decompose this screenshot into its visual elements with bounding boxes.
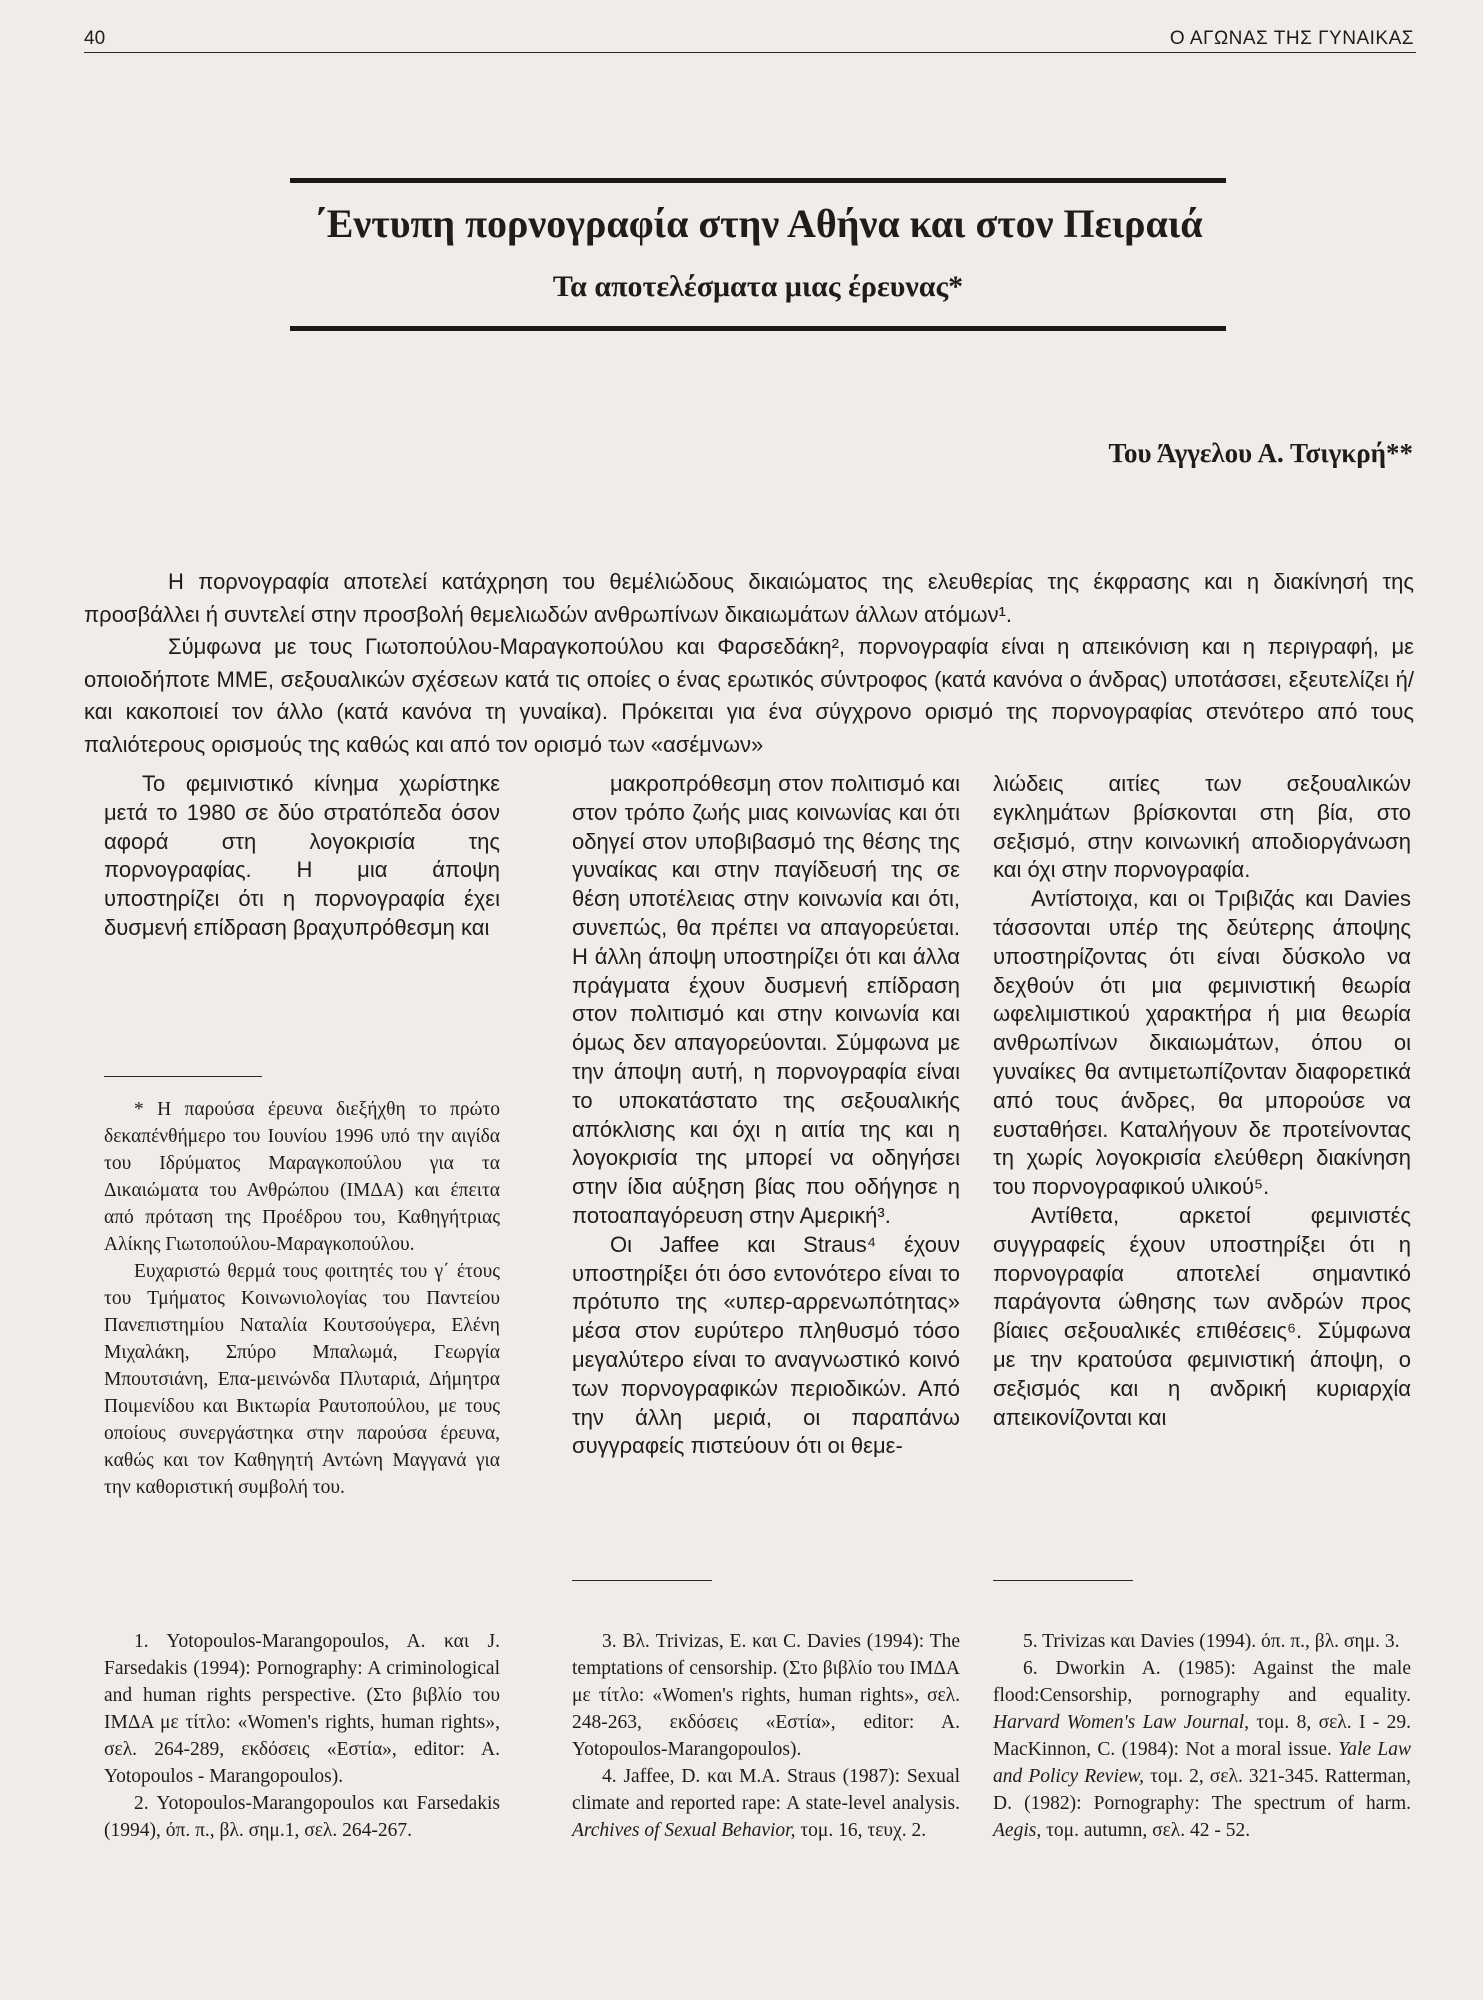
body-column-1: [104, 770, 500, 943]
body-paragraph: μακροπρόθεσμη στον πολιτισμό και στον τρόπο ζωής μιας κοινωνίας και ότι οδηγεί στον υποβιβασμό της θέσης της γυναίκας και στην παγίδευσή της σε θέση υποτέλειας στην κοινωνία και ότι, συνεπώς, θα πρέπει να απαγορεύεται. Η άλλη άποψη υποστηρίζει ότι και άλλα πράγματα έχουν δυσμενή επίδραση στον πολιτισμό και στην κοινωνία και όμως δεν απαγορεύονται. Σύμφωνα με την άποψη αυτή, η πορνογραφία είναι το υποκατάστατο της σεξουαλικής απόκλισης και όχι η αιτία της και η λογοκρισία της μπορεί να οδηγήσει στην ίδια αύξηση βίας που οδήγησε η ποτοαπαγόρευση στην Αμερική³.: [572, 771, 960, 1228]
footnote-rule: [572, 1580, 712, 1581]
page-number: 40: [84, 28, 106, 49]
abstract-paragraph: Σύμφωνα με τους Γιωτοπούλου-Μαραγκοπούλου και Φαρσεδάκη², πορνογραφία είναι η απεικόνιση και η περιγραφή, με οποιοδήποτε ΜΜΕ, σεξουαλικών σχέσεων κατά τις οποίες ο ένας ερωτικός σύντροφος (κατά κανόνα ο άνδρας) υποτάσσει, εξευτελίζει ή/και κακοποιεί τον άλλο (κατά κανόνα τη γυναίκα). Πρόκειται για ένα σύγχρονο ορισμό της πορνογραφίας στενότερο από τους παλιότερους ορισμούς της καθώς και από τον ορισμό των «ασέμνων»: [84, 634, 1414, 757]
journal-name: Yale Law and Policy Review,: [993, 1739, 1412, 1787]
footnote-4: [572, 1763, 960, 1844]
body-paragraph: Το φεμινιστικό κίνημα χωρίστηκε μετά το 1980 σε δύο στρατόπεδα όσον αφορά στη λογοκρισία της πορνογραφίας. Η μια άποψη υποστηρίζει ότι η πορνογραφία έχει δυσμενή επίδραση βραχυπρόθεσμη και: [104, 771, 500, 940]
body-paragraph: Αντίθετα, αρκετοί φεμινιστές συγγραφείς έχουν υποστηρίξει ότι η πορνογραφία αποτελεί σημαντικό παράγοντα ώθησης των ανδρών προς βίαιες σεξουαλικές επιθέσεις⁶. Σύμφωνα με την κρατούσα φεμινιστική άποψη, ο σεξισμός και η ανδρική κυριαρχία απεικονίζονται και: [993, 1202, 1411, 1430]
footnote-6-text: τομ. 8, σελ. I - 29. MacKinnon, C. (1984): Not a moral issue.: [993, 1712, 1412, 1760]
header-rule: [84, 52, 1416, 53]
footnote-6-text: τομ. 2, σελ. 321-345. Ratterman, D. (1982): Pornography: The spectrum of harm.: [993, 1766, 1411, 1814]
footnote-star: [104, 1096, 500, 1501]
title-rule-bottom: [290, 326, 1226, 331]
footnote-4-text: 4. Jaffee, D. και M.A. Straus (1987): Sexual climate and reported rape: A state-level analysis.: [572, 1766, 960, 1814]
footnote-5: 5. Trivizas και Davies (1994). όπ. π., βλ. σημ. 3.: [1023, 1631, 1400, 1652]
title-rule-top: [290, 178, 1226, 183]
body-column-2: [572, 770, 960, 1461]
footnote-rule: [104, 1076, 262, 1077]
footnote-6-tail: τομ. autumn, σελ. 42 - 52.: [1041, 1820, 1251, 1841]
footnote-2: 2. Yotopoulos-Marangopoulos και Farsedakis (1994), όπ. π., βλ. σημ.1, σελ. 264-267.: [104, 1793, 500, 1841]
footnotes-column-2: [572, 1628, 960, 1844]
footnotes-column-3: [993, 1628, 1411, 1844]
journal-name: Archives of Sexual Behavior,: [572, 1820, 796, 1841]
journal-title: Ο ΑΓΩΝΑΣ ΤΗΣ ΓΥΝΑΙΚΑΣ: [1169, 28, 1414, 49]
body-paragraph: Αντίστοιχα, και οι Τριβιζάς και Davies τάσσονται υπέρ της δεύτερης άποψης υποστηρίζοντας ότι είναι δύσκολο να δεχθούν ότι μια φεμινιστική θεωρία ωφελιμιστικού χαρακτήρα ή μια θεωρία ανθρωπίνων δικαιωμάτων, όπου οι γυναίκες θα αντιμετωπίζονταν διαφορετικά από τους άνδρες, θα μπορούσε να ευσταθήσει. Καταλήγουν δε προτείνοντας τη χωρίς λογοκρισία ελεύθερη διακίνηση του πορνογραφικού υλικού⁵.: [993, 886, 1411, 1200]
footnote-3: 3. Βλ. Trivizas, E. και C. Davies (1994): The temptations of censorship. (Στο βιβλίο του ΙΜΔΑ με τίτλο: «Women's rights, human rights», σελ. 248-263, εκδόσεις «Εστία», editor: A. Yotopoulos-Marangopoulos).: [572, 1631, 960, 1760]
body-paragraph: λιώδεις αιτίες των σεξουαλικών εγκλημάτων βρίσκονται στη βία, στο σεξισμό, στην κοινωνική αποδιοργάνωση και όχι στην πορνογραφία.: [993, 771, 1411, 883]
footnote-rule: [993, 1580, 1133, 1581]
footnote-6-text: 6. Dworkin A. (1985): Against the male flood:Censorship, pornography and equality.: [993, 1658, 1411, 1706]
footnote-paragraph: * Η παρούσα έρευνα διεξήχθη το πρώτο δεκαπένθήμερο του Ιουνίου 1996 υπό την αιγίδα του Ιδρύματος Μαραγκοπούλου για τα Δικαιώματα του Ανθρώπου (ΙΜΔΑ) και έπειτα από πρόταση της Προέδρου του, Καθηγήτριας Αλίκης Γιωτοπούλου-Μαραγκοπούλου.: [104, 1099, 500, 1255]
journal-name: Aegis,: [993, 1820, 1042, 1841]
abstract: [84, 566, 1414, 761]
journal-name: Harvard Women's Law Journal,: [993, 1712, 1250, 1733]
footnote-4-tail: τομ. 16, τευχ. 2.: [795, 1820, 927, 1841]
body-paragraph: Οι Jaffee και Straus⁴ έχουν υποστηρίξει ότι όσο εντονότερο είναι το πρότυπο της «υπερ-αρρενωπότητας» μέσα στον ευρύτερο πληθυσμό τόσο μεγαλύτερο είναι το αναγνωστικό κοινό των πορνογραφικών περιοδικών. Από την άλλη μεριά, οι παραπάνω συγγραφείς πιστεύουν ότι οι θεμε-: [572, 1231, 960, 1459]
footnotes-column-1: [104, 1628, 500, 1844]
author-byline: Του Άγγελου Α. Τσιγκρή**: [1108, 438, 1413, 468]
footnote-6: [993, 1655, 1411, 1844]
article-subtitle: Τα αποτελέσματα μιας έρευνας*: [552, 270, 964, 303]
article-title: ΄Εντυπη πορνογραφία στην Αθήνα και στον Πειραιά: [313, 201, 1203, 246]
abstract-paragraph: Η πορνογραφία αποτελεί κατάχρηση του θεμέλιώδους δικαιώματος της ελευθερίας της έκφρασης και η διακίνησή της προσβάλλει ή συντελεί στην προσβολή θεμελιωδών ανθρωπίνων δικαιωμάτων άλλων ατόμων¹.: [84, 569, 1414, 627]
footnote-1: 1. Yotopoulos-Marangopoulos, A. και J. Farsedakis (1994): Pornography: A criminological and human rights perspective. (Στο βιβλίο του ΙΜΔΑ με τίτλο: «Women's rights, human rights», σελ. 264-289, εκδόσεις «Εστία», editor: A. Yotopoulos - Marangopoulos).: [104, 1631, 500, 1787]
footnote-paragraph: Ευχαριστώ θερμά τους φοιτητές του γ΄ έτους του Τμήματος Κοινωνιολογίας του Παντείου Πανεπιστημίου Ναταλία Κουτσούγερα, Ελένη Μιχαλάκη, Σπύρο Μπαλωμά, Γεωργία Μπουτσιάνη, Επα-μεινώνδα Πλυταριά, Δήμητρα Ποιμενίδου και Βικτωρία Ραυτοπούλου, με τους οποίους συνεργάστηκα στην παρούσα έρευνα, καθώς και τον Καθηγητή Αντώνη Μαγγανά για την καθοριστική συμβολή του.: [104, 1261, 500, 1498]
body-column-3: [993, 770, 1411, 1432]
